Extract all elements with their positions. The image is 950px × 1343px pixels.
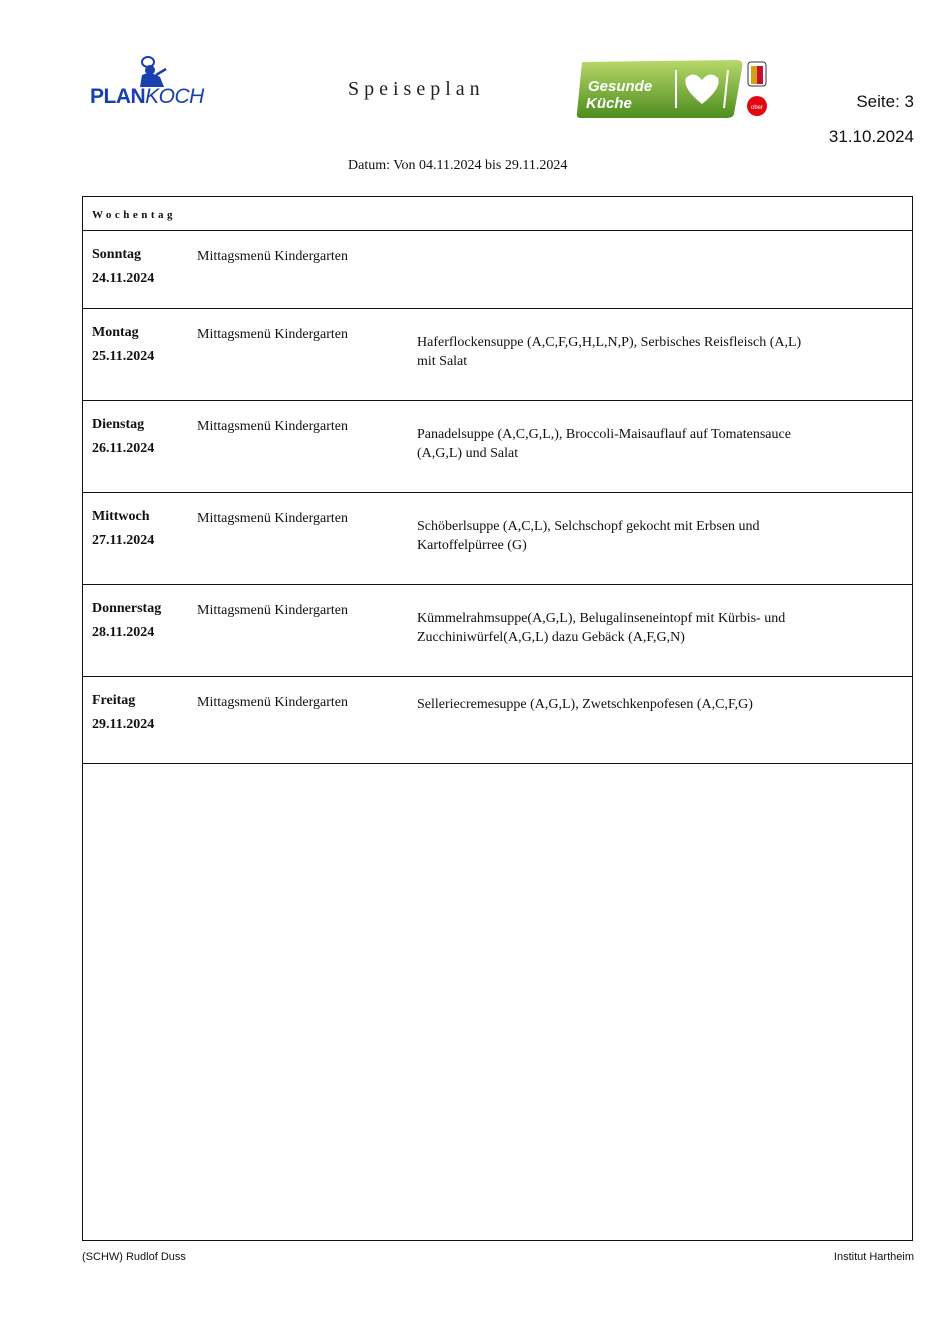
table-row — [83, 585, 912, 677]
row-day: Dienstag — [92, 417, 145, 432]
row-day: Montag — [92, 325, 139, 340]
footer-institution: Institut Hartheim — [833, 1251, 914, 1263]
row-menu: Mittagsmenü Kindergarten — [197, 511, 348, 526]
print-date: 31.10.2024 — [828, 127, 914, 146]
svg-text:Gesunde: Gesunde — [588, 78, 653, 95]
row-date: 26.11.2024 — [92, 441, 155, 456]
table-row — [83, 309, 912, 401]
row-dish: Haferflockensuppe (A,C,F,G,H,L,N,P), Serbisches Reisfleisch (A,L) mit Salat — [417, 335, 802, 369]
plankoch-logo — [90, 55, 225, 113]
column-header-weekday: Wochentag — [92, 209, 177, 221]
row-menu: Mittagsmenü Kindergarten — [197, 603, 348, 618]
chef-icon — [134, 55, 170, 89]
row-dish: Selleriecremesuppe (A,G,L), Zwetschkenpofesen (A,C,F,G) — [417, 697, 753, 712]
row-menu: Mittagsmenü Kindergarten — [197, 419, 348, 434]
row-date: 24.11.2024 — [92, 271, 155, 286]
plankoch-wordmark: PLANKOCH — [90, 85, 204, 108]
table-header — [83, 197, 912, 231]
row-day: Mittwoch — [92, 509, 150, 524]
row-dish: Schöberlsuppe (A,C,L), Selchschopf gekocht mit Erbsen und Kartoffelpürree (G) — [417, 519, 760, 553]
row-date: 27.11.2024 — [92, 533, 155, 548]
row-day: Sonntag — [92, 247, 142, 262]
row-day: Freitag — [92, 693, 136, 708]
row-menu: Mittagsmenü Kindergarten — [197, 695, 348, 710]
table-row — [83, 493, 912, 585]
row-dish: Kümmelrahmsuppe(A,G,L), Belugalinseneintopf mit Kürbis- und Zucchiniwürfel(A,G,L) dazu Gebäck (A,F,G,N) — [417, 611, 786, 645]
date-range: Datum: Von 04.11.2024 bis 29.11.2024 — [348, 158, 568, 173]
table-row — [83, 231, 912, 309]
row-dish: Panadelsuppe (A,C,G,L,), Broccoli-Maisauflauf auf Tomatensauce (A,G,L) und Salat — [417, 427, 791, 461]
row-menu: Mittagsmenü Kindergarten — [197, 249, 348, 264]
svg-text:ober: ober — [750, 105, 764, 111]
gesunde-kueche-logo — [576, 58, 776, 120]
row-menu: Mittagsmenü Kindergarten — [197, 327, 348, 342]
page-title: Speiseplan — [348, 78, 485, 100]
table-row — [83, 401, 912, 493]
page-number: Seite: 3 — [856, 92, 914, 111]
row-date: 28.11.2024 — [92, 625, 155, 640]
footer-author: (SCHW) Rudlof Duss — [82, 1251, 186, 1263]
menu-table — [82, 196, 913, 1241]
table-row — [83, 677, 912, 764]
row-date: 29.11.2024 — [92, 717, 155, 732]
row-day: Donnerstag — [92, 601, 162, 616]
svg-text:Küche: Küche — [586, 95, 632, 112]
row-date: 25.11.2024 — [92, 349, 155, 364]
